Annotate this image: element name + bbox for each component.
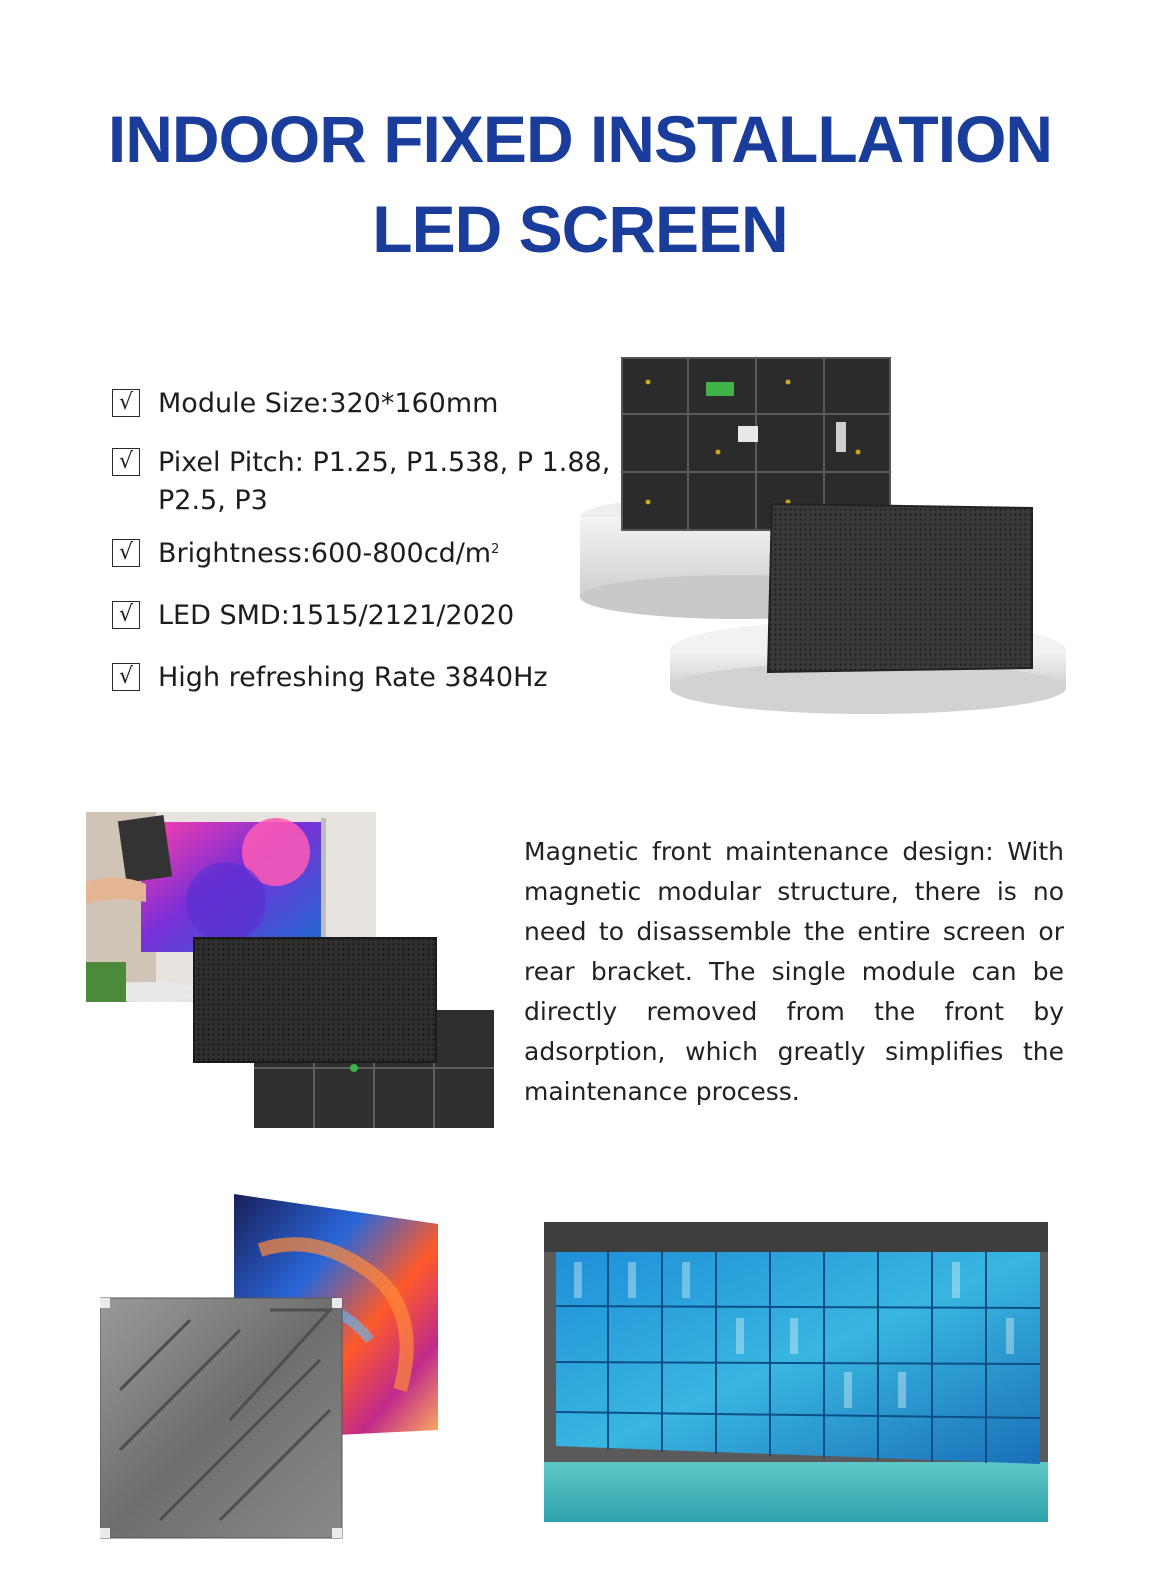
feature-text: Pixel Pitch: P1.25, P1.538, P 1.88, xyxy=(158,447,611,478)
feature-text: $Brightness:600-800cd/m^2$ xyxy=(158,538,500,569)
superscript: 2 xyxy=(491,542,500,557)
checkbox-icon: √ xyxy=(112,448,140,476)
feature-text: High refreshing Rate 3840Hz xyxy=(158,662,548,693)
title-line-2: LED SCREEN xyxy=(372,192,788,266)
led-module-product-image xyxy=(578,352,1078,718)
checkbox-icon: √ xyxy=(112,601,140,629)
title-line-1: INDOOR FIXED INSTALLATION xyxy=(107,102,1053,176)
checkbox-icon: √ xyxy=(112,389,140,417)
feature-text: P2.5, P3 xyxy=(158,485,268,516)
front-maintenance-image xyxy=(86,812,496,1130)
installed-led-wall-image xyxy=(544,1222,1048,1522)
checkbox-icon: √ xyxy=(112,539,140,567)
cabinet-image xyxy=(100,1190,440,1540)
feature-text: Module Size:320*160mm xyxy=(158,388,499,419)
checkbox-icon: √ xyxy=(112,663,140,691)
front-maintenance-description: Magnetic front maintenance design: With magnetic modular structure, there is no need to disassemble the entire screen or rear bracket. The single module can be directly removed from the front by adsorption, which greatly simplifies the maintenance process. xyxy=(524,837,1064,1106)
feature-text: LED SMD:1515/2121/2020 xyxy=(158,600,515,631)
